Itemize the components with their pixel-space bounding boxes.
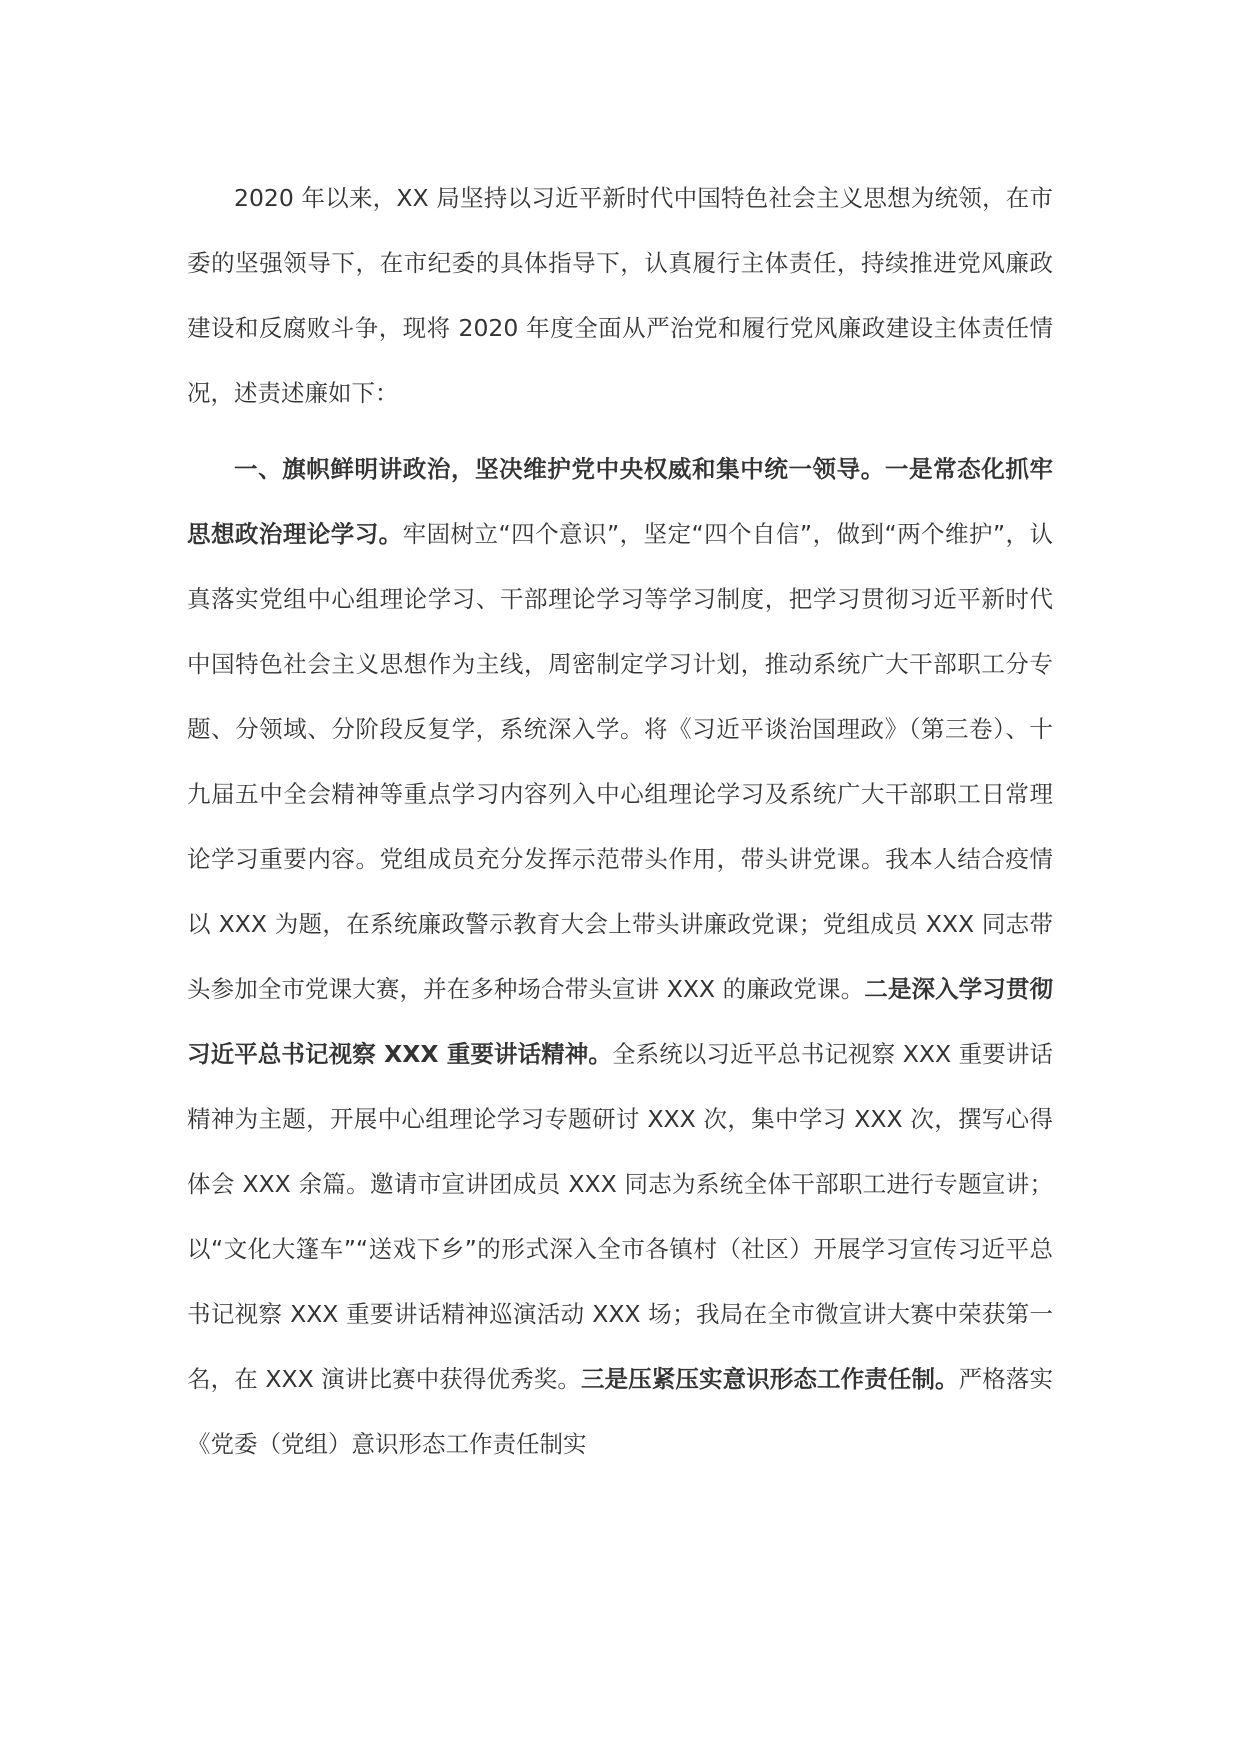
section-one-paragraph: [187, 437, 1053, 1477]
document-page: [187, 166, 1053, 1477]
point-three-heading: 三是压紧压实意识形态工作责任制。: [580, 1365, 959, 1393]
intro-text: 2020 年以来，XX 局坚持以习近平新时代中国特色社会主义思想为统领，在市委的坚强领导下，在市纪委的具体指导下，认真履行主体责任，持续推进党风廉政建设和反腐败斗争，现将 2020 年度全面从严治党和履行党风廉政建设主体责任情况，述责述廉如下：: [187, 184, 1053, 407]
section-one-body-3: 严格落实《党委（党组）意识形态工作责任制实: [187, 1365, 1053, 1458]
point-two-heading: 二是深入学习贯彻习近平总书记视察 XXX 重要讲话精神。: [187, 975, 1054, 1068]
section-one-body-2: 全系统以习近平总书记视察 XXX 重要讲话精神为主题，开展中心组理论学习专题研讨 XXX 次，集中学习 XXX 次，撰写心得体会 XXX 余篇。邀请市宣讲团成员 XXX 同志为系统全体干部职工进行专题宣讲；以“文化大篷车”“送戏下乡”的形式深入全市各镇村（社区）开展学习宣传习近平总书记视察 XXX 重要讲话精神巡演活动 XXX 场；我局在全市微宣讲大赛中荣获第一名，在 XXX 演讲比赛中获得优秀奖。: [187, 1040, 1053, 1393]
section-one-heading: 一、旗帜鲜明讲政治，坚决维护党中央权威和集中统一领导。一是常态化抓牢思想政治理论学习。: [187, 455, 1053, 548]
section-one-body-1: 牢固树立“四个意识”，坚定“四个自信”，做到“两个维护”，认真落实党组中心组理论学习、干部理论学习等学习制度，把学习贯彻习近平新时代中国特色社会主义思想作为主线，周密制定学习计划，推动系统广大干部职工分专题、分领域、分阶段反复学，系统深入学。将《习近平谈治国理政》（第三卷）、十九届五中全会精神等重点学习内容列入中心组理论学习及系统广大干部职工日常理论学习重要内容。党组成员充分发挥示范带头作用，带头讲党课。我本人结合疫情以 XXX 为题，在系统廉政警示教育大会上带头讲廉政党课；党组成员 XXX 同志带头参加全市党课大赛，并在多种场合带头宣讲 XXX 的廉政党课。: [187, 520, 1054, 1003]
intro-paragraph: [187, 166, 1053, 426]
